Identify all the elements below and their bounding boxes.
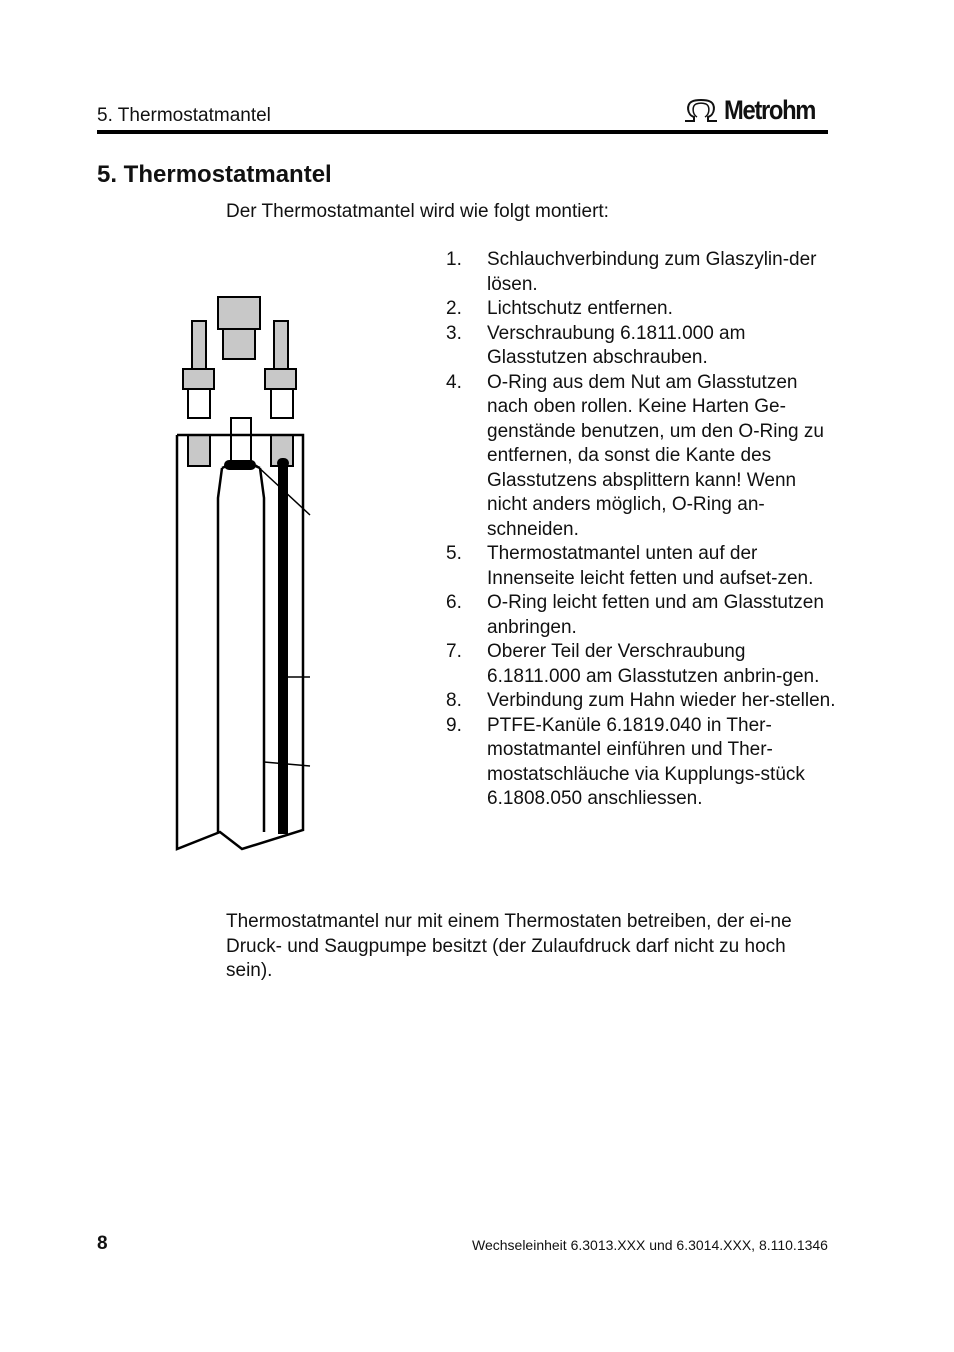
intro-text: Der Thermostatmantel wird wie folgt montiert:	[226, 201, 609, 222]
list-item	[446, 542, 836, 591]
step-number: 4.	[446, 371, 462, 393]
brand-name: Metrohm	[724, 95, 816, 125]
step-number: 2.	[446, 298, 462, 319]
list-item	[446, 322, 836, 371]
step-text: PTFE-Kanüle 6.1819.040 in Ther-mostatmantel einführen und Ther-mostatschläuche via Kupplungs-stück 6.1808.050 anschliessen.	[487, 714, 805, 809]
footer-doc-title: Wechseleinheit 6.3013.XXX und 6.3014.XXX, 8.110.1346	[472, 1237, 828, 1253]
list-item	[446, 640, 836, 689]
step-number: 9.	[446, 714, 462, 736]
section-heading: 5. Thermostatmantel	[97, 161, 332, 188]
step-number: 8.	[446, 690, 462, 711]
list-item	[446, 591, 836, 640]
step-text: Thermostatmantel unten auf der Innenseite leicht fetten und aufset-zen.	[487, 543, 814, 589]
step-text: Schlauchverbindung zum Glaszylin-der lösen.	[487, 249, 817, 295]
thermostat-jacket-drawing	[170, 290, 320, 855]
step-text: Lichtschutz entfernen.	[487, 298, 673, 319]
step-number: 5.	[446, 543, 462, 564]
list-item	[446, 371, 836, 543]
step-text: O-Ring leicht fetten und am Glasstutzen anbringen.	[487, 592, 824, 638]
step-text: O-Ring aus dem Nut am Glasstutzen nach oben rollen. Keine Harten Ge-genstände benutzen, um den O-Ring zu entfernen, da sonst die Kante des Glasstutzens absplittern kann! Wenn nicht anders möglich, O-Ring an-schneiden.	[487, 371, 824, 540]
assembly-steps	[446, 248, 836, 812]
omega-logo-icon	[682, 98, 720, 124]
step-number: 3.	[446, 322, 462, 344]
step-number: 1.	[446, 249, 462, 270]
running-header: 5. Thermostatmantel	[97, 105, 271, 126]
metrohm-logo	[682, 96, 824, 126]
header-rule	[97, 130, 828, 134]
list-item	[446, 248, 836, 297]
step-text: Verbindung zum Hahn wieder her-stellen.	[487, 690, 836, 711]
page-number: 8	[97, 1233, 108, 1254]
step-text: Verschraubung 6.1811.000 am Glasstutzen abschrauben.	[487, 322, 746, 368]
step-text: Oberer Teil der Verschraubung 6.1811.000 am Glasstutzen anbrin-gen.	[487, 641, 820, 687]
list-item	[446, 714, 836, 812]
step-number: 7.	[446, 641, 462, 662]
closing-note: Thermostatmantel nur mit einem Thermostaten betreiben, der ei-ne Druck- und Saugpumpe besitzt (der Zulaufdruck darf nicht zu hoch sein).	[226, 911, 792, 981]
list-item	[446, 297, 836, 322]
list-item	[446, 689, 836, 714]
step-number: 6.	[446, 592, 462, 613]
